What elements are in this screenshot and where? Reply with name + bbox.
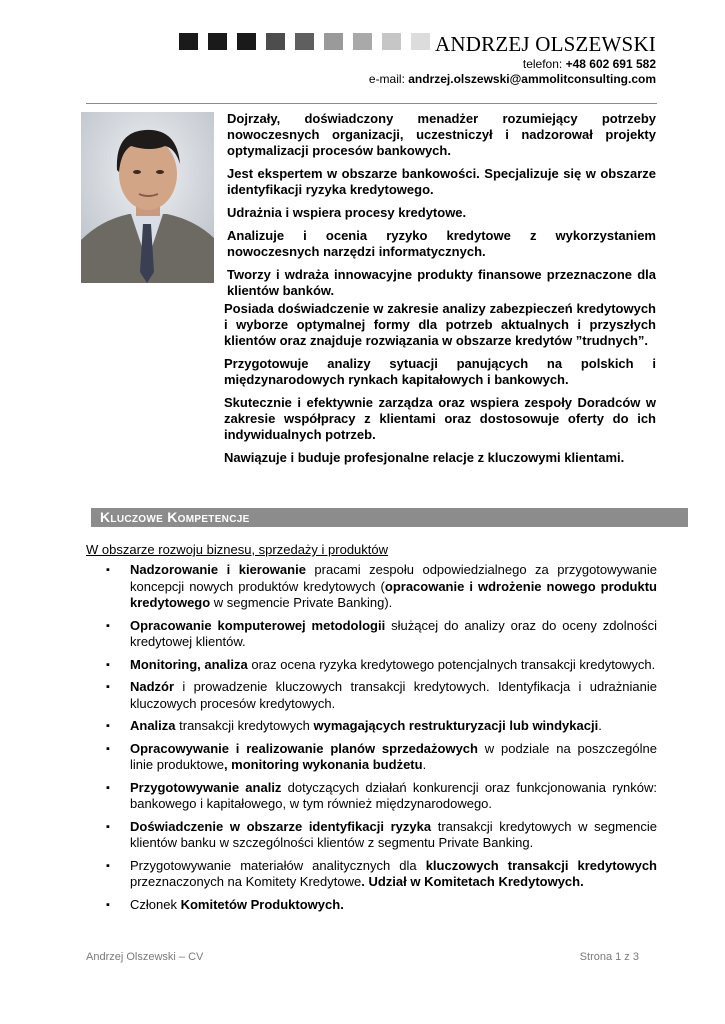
competence-item — [106, 562, 657, 612]
bold-text: Analiza — [130, 718, 176, 733]
summary-paragraph: Dojrzały, doświadczony menadżer rozumiejący potrzeby nowoczesnych organizacji, uczestniczył i nadzorował projekty optymalizacji procesów bankowych. — [227, 111, 656, 158]
bullet-icon: ▪ — [106, 658, 110, 671]
section-heading-bar — [91, 508, 688, 527]
text: Przygotowywanie materiałów analitycznych dla — [130, 857, 426, 873]
competence-item — [106, 657, 657, 674]
bold-text: . Udział w Komitetach Kredytowych. — [361, 874, 584, 889]
summary-paragraph: Analizuje i ocenia ryzyko kredytowe z wykorzystaniem nowoczesnych narzędzi informatycznych. — [227, 228, 656, 259]
bullet-icon: ▪ — [106, 564, 110, 576]
summary-paragraph: Nawiązuje i buduje profesjonalne relacje z kluczowymi klientami. — [224, 450, 625, 465]
header-divider — [86, 103, 657, 104]
bold-text: wymagających restrukturyzacji lub windykacji — [313, 718, 599, 733]
person-name: ANDRZEJ OLSZEWSKI — [435, 32, 656, 56]
competence-item — [106, 897, 657, 914]
text: w podziale na poszczególne linie produktowe — [130, 740, 657, 772]
competence-item — [106, 679, 657, 712]
bullet-icon: ▪ — [106, 781, 110, 794]
decorative-square — [353, 33, 372, 50]
text: pracami zespołu odpowiedzialnego za przygotowywanie koncepcji nowych produktów kredytowych ( — [130, 562, 657, 594]
summary-lower — [224, 301, 656, 473]
summary-upper — [227, 111, 656, 306]
bullet-icon: ▪ — [106, 820, 110, 833]
text: transakcji kredytowych — [175, 718, 314, 733]
bullet-icon: ▪ — [106, 898, 110, 911]
decorative-squares — [179, 33, 430, 50]
email-address[interactable]: andrzej.olszewski@ammolitconsulting.com — [408, 72, 656, 86]
decorative-square — [382, 33, 401, 50]
bold-text: kluczowych transakcji kredytowych — [425, 857, 657, 873]
decorative-square — [208, 33, 227, 50]
bold-text: Monitoring, analiza — [130, 656, 248, 672]
text: służącej do analizy oraz do oceny zdolności kredytowej klientów. — [130, 617, 657, 649]
text: dotyczących działań konkurencji oraz funkcjonowania rynków: bankowego i kapitałowego, w tym również międzynarodowego. — [130, 779, 657, 811]
decorative-square — [411, 33, 430, 50]
bold-text: Przygotowywanie analiz — [130, 779, 282, 795]
email-line — [369, 72, 656, 86]
text: . — [598, 718, 602, 733]
portrait-illustration — [81, 112, 214, 283]
text: przeznaczonych na Komitety Kredytowe — [130, 874, 362, 889]
summary-paragraph: Przygotowuje analizy sytuacji panujących na polskich i międzynarodowych rynkach kapitałowych i bankowych. — [224, 356, 656, 387]
bullet-icon: ▪ — [106, 859, 110, 872]
competence-item — [106, 780, 657, 813]
competence-item — [106, 819, 657, 852]
bold-text: Nadzór — [130, 679, 175, 694]
bold-text: Doświadczenie w obszarze identyfikacji ryzyka — [130, 818, 432, 834]
bold-text: Opracowanie komputerowej metodologii — [130, 617, 386, 633]
summary-paragraph: Udrażnia i wspiera procesy kredytowe. — [227, 205, 467, 220]
competence-item — [106, 858, 657, 891]
summary-paragraph: Jest ekspertem w obszarze bankowości. Specjalizuje się w obszarze identyfikacji ryzyka kredytowego. — [227, 166, 656, 197]
footer-page-number: Strona 1 z 3 — [579, 951, 639, 963]
summary-paragraph: Tworzy i wdraża innowacyjne produkty finansowe przeznaczone dla klientów banków. — [227, 267, 656, 298]
text: . — [422, 757, 427, 772]
bold-text: Komitetów Produktowych. — [180, 896, 344, 912]
competence-item — [106, 741, 657, 774]
decorative-square — [324, 33, 343, 50]
decorative-square — [237, 33, 256, 50]
bold-text: , monitoring wykonania budżetu — [223, 757, 423, 772]
competence-list — [106, 562, 657, 919]
text: transakcji kredytowych w segmencie klientów banku w szczególności klientów z segmentu Private Banking. — [130, 818, 657, 850]
summary-paragraph: Skutecznie i efektywnie zarządza oraz wspiera zespoły Doradców w zakresie współpracy z klientami oraz dostosowuje oferty do ich indywidualnych potrzeb. — [224, 395, 656, 442]
decorative-square — [266, 33, 285, 50]
phone-line — [523, 57, 656, 71]
bullet-icon: ▪ — [106, 720, 110, 732]
profile-photo — [81, 112, 214, 283]
bold-text: opracowanie i wdrożenie nowego produktu kredytowego — [130, 578, 657, 610]
text: w segmencie Private Banking). — [210, 595, 393, 610]
decorative-square — [295, 33, 314, 50]
bullet-icon: ▪ — [106, 619, 110, 632]
phone-label: telefon: — [522, 57, 566, 71]
competence-item — [106, 618, 657, 651]
text: i prowadzenie kluczowych transakcji kredytowych. Identyfikacja i udrażnianie kluczowych procesów kredytowych. — [130, 679, 657, 711]
bullet-icon: ▪ — [106, 742, 110, 755]
section-subheading: W obszarze rozwoju biznesu, sprzedaży i produktów — [86, 542, 389, 557]
text: Członek — [130, 896, 181, 912]
summary-paragraph: Posiada doświadczenie w zakresie analizy zabezpieczeń kredytowych i wyborze optymalnej formy dla potrzeb aktualnych i przyszłych klientów oraz znajduje rozwiązania w obszarze kredytów ”trudnych”. — [224, 301, 656, 348]
phone-number[interactable]: +48 602 691 582 — [565, 57, 656, 71]
bullet-icon: ▪ — [106, 681, 110, 693]
email-label: e-mail: — [368, 72, 409, 86]
decorative-square — [179, 33, 198, 50]
bold-text: Opracowywanie i realizowanie planów sprzedażowych — [130, 740, 478, 756]
bold-text: Nadzorowanie i kierowanie — [130, 562, 306, 577]
text: oraz ocena ryzyka kredytowego potencjalnych transakcji kredytowych. — [247, 656, 656, 672]
section-title: Kluczowe Kompetencje — [100, 509, 250, 525]
competence-item — [106, 718, 657, 735]
footer-left: Andrzej Olszewski – CV — [86, 951, 204, 963]
